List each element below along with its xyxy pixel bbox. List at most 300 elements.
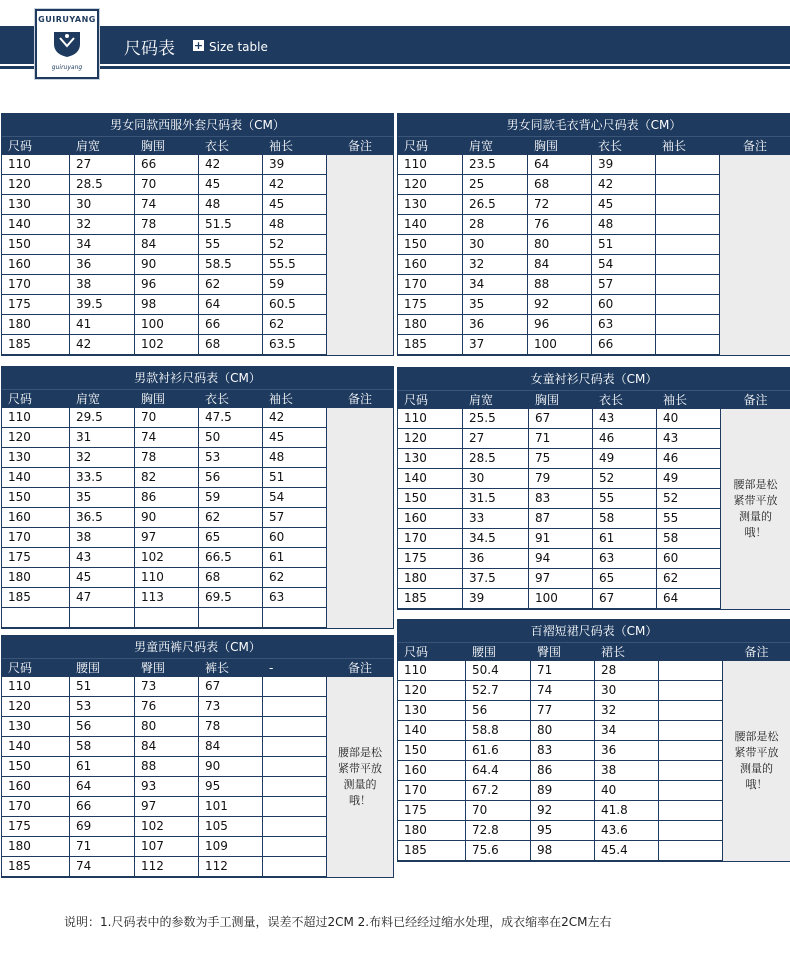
table-cell: 30 (595, 681, 659, 700)
table-row (398, 661, 723, 681)
table-row (398, 801, 723, 821)
table-cell (263, 677, 327, 696)
table-cell: 112 (135, 857, 199, 876)
table-cell: 50.4 (466, 661, 531, 680)
table-cell: 185 (2, 335, 70, 354)
table-cell: 73 (135, 677, 199, 696)
table-cell: 40 (595, 781, 659, 800)
page-title: 尺码表 (124, 39, 175, 59)
table-row (2, 697, 327, 717)
table-cell: 39.5 (70, 295, 135, 314)
table-cell: 49 (593, 449, 657, 468)
table-cell (263, 857, 327, 876)
table-cell: 62 (199, 275, 263, 294)
table-cell: 160 (2, 255, 70, 274)
suit-jacket-size-table (1, 113, 394, 356)
table-cell: 62 (263, 315, 327, 334)
table-cell: 120 (398, 429, 463, 448)
table-cell: 66.5 (199, 548, 263, 567)
table-cell (263, 608, 327, 627)
table-cell: 28.5 (70, 175, 135, 194)
table-cell (659, 761, 723, 780)
column-header: 袖长 (663, 393, 688, 407)
table-cell: 57 (263, 508, 327, 527)
table-cell: 42 (592, 175, 656, 194)
table-cell: 130 (398, 701, 466, 720)
table-cell: 65 (199, 528, 263, 547)
table-cell: 61 (263, 548, 327, 567)
table-cell (659, 841, 723, 860)
table-cell: 52 (263, 235, 327, 254)
table-cell: 185 (398, 335, 463, 354)
table-cell: 30 (70, 195, 135, 214)
table-cell: 150 (398, 489, 463, 508)
header-stripe (0, 66, 790, 69)
table-row (398, 429, 721, 449)
column-header: 腰围 (76, 661, 101, 675)
table-cell (659, 701, 723, 720)
table-cell (263, 697, 327, 716)
column-header: 尺码 (404, 139, 429, 153)
table-row (398, 195, 720, 215)
table-row (2, 837, 327, 857)
column-header: 腰围 (472, 645, 497, 659)
table-cell: 64.4 (466, 761, 531, 780)
table-row (2, 155, 327, 175)
table-cell: 42 (263, 175, 327, 194)
table-cell: 84 (135, 235, 199, 254)
table-cell: 185 (2, 857, 70, 876)
table-row (2, 315, 327, 335)
table-cell (656, 315, 720, 334)
table-cell: 41 (70, 315, 135, 334)
table-cell: 32 (463, 255, 528, 274)
table-row (2, 215, 327, 235)
table-cell: 94 (529, 549, 593, 568)
table-cell: 175 (398, 549, 463, 568)
table-cell (656, 175, 720, 194)
table-cell: 100 (135, 315, 199, 334)
table-cell: 90 (135, 508, 199, 527)
table-cell: 175 (2, 817, 70, 836)
table-cell (656, 215, 720, 234)
table-row (398, 761, 723, 781)
crest-icon (50, 28, 84, 58)
table-row (2, 508, 327, 528)
table-cell (656, 255, 720, 274)
table-cell: 90 (199, 757, 263, 776)
table-cell: 48 (263, 215, 327, 234)
column-header: 备注 (742, 139, 767, 153)
column-header: 臀围 (537, 645, 562, 659)
table-cell: 65 (593, 569, 657, 588)
table-cell: 102 (135, 335, 199, 354)
table-row (398, 335, 720, 355)
table-cell: 59 (263, 275, 327, 294)
table-row (2, 568, 327, 588)
table-cell: 26.5 (463, 195, 528, 214)
table-cell: 110 (398, 409, 463, 428)
table-cell: 66 (70, 797, 135, 816)
table-cell: 32 (595, 701, 659, 720)
table-cell: 43 (593, 409, 657, 428)
table-cell: 80 (531, 721, 595, 740)
table-row (2, 408, 327, 428)
table-cell: 185 (398, 589, 463, 608)
table-cell: 73 (199, 697, 263, 716)
table-cell: 87 (529, 509, 593, 528)
note-cell (327, 408, 393, 628)
table-cell: 70 (135, 175, 199, 194)
table-row (2, 335, 327, 355)
table-row (398, 721, 723, 741)
table-row (2, 777, 327, 797)
table-cell: 37 (463, 335, 528, 354)
column-header (659, 643, 723, 661)
table-row (398, 255, 720, 275)
table-row (2, 857, 327, 877)
table-cell: 96 (528, 315, 592, 334)
table-cell: 39 (592, 155, 656, 174)
table-cell (263, 777, 327, 796)
table-row (398, 215, 720, 235)
table-cell: 36 (70, 255, 135, 274)
column-header: 裤长 (205, 661, 230, 675)
table-cell: 72 (528, 195, 592, 214)
table-cell: 110 (2, 155, 70, 174)
table-header-row (2, 389, 393, 408)
table-cell (656, 335, 720, 354)
table-cell: 78 (135, 448, 199, 467)
table-cell: 110 (2, 677, 70, 696)
table-cell: 76 (528, 215, 592, 234)
table-cell: 51.5 (199, 215, 263, 234)
table-cell: 61 (70, 757, 135, 776)
table-cell: 140 (398, 215, 463, 234)
table-cell: 43.6 (595, 821, 659, 840)
table-row (2, 195, 327, 215)
table-cell: 50 (199, 428, 263, 447)
column-header: 备注 (347, 139, 372, 153)
table-cell: 52.7 (466, 681, 531, 700)
column-header: 胸围 (534, 139, 559, 153)
table-cell (656, 155, 720, 174)
table-cell: 30 (463, 235, 528, 254)
table-cell: 56 (199, 468, 263, 487)
table-cell: 35 (463, 295, 528, 314)
table-cell: 170 (2, 275, 70, 294)
table-cell: 45 (592, 195, 656, 214)
table-cell: 63 (263, 588, 327, 607)
table-title: 百褶短裙尺码表（CM） (398, 620, 790, 642)
table-cell: 100 (528, 335, 592, 354)
table-row (2, 548, 327, 568)
table-cell: 66 (199, 315, 263, 334)
table-cell: 95 (199, 777, 263, 796)
table-row (2, 175, 327, 195)
table-cell: 55 (657, 509, 721, 528)
table-cell: 64 (70, 777, 135, 796)
table-cell: 150 (2, 235, 70, 254)
table-cell: 48 (199, 195, 263, 214)
column-header: 袖长 (269, 392, 294, 406)
table-cell (659, 661, 723, 680)
table-cell: 68 (199, 568, 263, 587)
table-cell: 63 (592, 315, 656, 334)
table-cell: 74 (531, 681, 595, 700)
table-cell (659, 741, 723, 760)
table-cell: 113 (135, 588, 199, 607)
table-cell: 52 (593, 469, 657, 488)
table-cell: 105 (199, 817, 263, 836)
table-cell: 66 (135, 155, 199, 174)
table-cell: 25.5 (463, 409, 529, 428)
table-cell: 70 (135, 408, 199, 427)
table-cell: 46 (593, 429, 657, 448)
table-cell (656, 195, 720, 214)
plus-icon: + (193, 39, 204, 52)
table-cell: 89 (531, 781, 595, 800)
note-text: 腰部是松紧带平放测量的哦！ (733, 478, 778, 539)
table-cell: 120 (398, 175, 463, 194)
table-cell: 140 (2, 468, 70, 487)
table-cell: 84 (199, 737, 263, 756)
table-cell: 51 (70, 677, 135, 696)
table-cell: 53 (199, 448, 263, 467)
table-cell (199, 608, 263, 627)
table-cell: 45 (199, 175, 263, 194)
table-cell: 88 (135, 757, 199, 776)
table-row (2, 737, 327, 757)
table-cell: 34 (463, 275, 528, 294)
table-cell: 51 (263, 468, 327, 487)
column-header: 备注 (347, 661, 372, 675)
table-cell: 52 (657, 489, 721, 508)
table-cell: 58 (593, 509, 657, 528)
table-cell: 80 (528, 235, 592, 254)
column-header: 衣长 (598, 139, 623, 153)
table-row (398, 781, 723, 801)
table-cell: 78 (199, 717, 263, 736)
table-cell: 130 (2, 717, 70, 736)
table-cell: 84 (135, 737, 199, 756)
table-cell: 57 (592, 275, 656, 294)
table-cell: 75 (529, 449, 593, 468)
table-cell: 69 (70, 817, 135, 836)
table-cell: 28 (595, 661, 659, 680)
table-cell: 39 (463, 589, 529, 608)
table-row (2, 235, 327, 255)
table-cell: 83 (529, 489, 593, 508)
table-header-row (398, 390, 790, 409)
table-cell: 175 (398, 295, 463, 314)
column-header: 袖长 (269, 139, 294, 153)
table-cell: 36 (463, 315, 528, 334)
column-header: 衣长 (205, 139, 230, 153)
table-cell: 72.8 (466, 821, 531, 840)
table-cell: 160 (2, 508, 70, 527)
table-row (398, 315, 720, 335)
table-cell: 86 (531, 761, 595, 780)
table-row (398, 235, 720, 255)
table-row (398, 741, 723, 761)
table-cell: 74 (70, 857, 135, 876)
table-cell: 160 (2, 777, 70, 796)
table-cell: 109 (199, 837, 263, 856)
table-row (2, 448, 327, 468)
table-title: 男女同款毛衣背心尺码表（CM） (398, 114, 790, 136)
table-cell: 45 (263, 195, 327, 214)
table-cell: 92 (528, 295, 592, 314)
table-cell: 175 (2, 548, 70, 567)
table-cell: 35 (70, 488, 135, 507)
table-cell: 60 (592, 295, 656, 314)
table-row (2, 275, 327, 295)
sweater-vest-size-table (397, 113, 790, 356)
table-row (2, 588, 327, 608)
table-cell: 60 (657, 549, 721, 568)
table-cell: 120 (2, 697, 70, 716)
column-header: 尺码 (404, 645, 429, 659)
table-cell: 36.5 (70, 508, 135, 527)
table-cell: 27 (463, 429, 529, 448)
column-header: 尺码 (404, 393, 429, 407)
table-cell: 60.5 (263, 295, 327, 314)
table-cell: 130 (398, 449, 463, 468)
table-cell: 180 (2, 837, 70, 856)
table-cell: 76 (135, 697, 199, 716)
table-cell: 64 (528, 155, 592, 174)
table-cell: 160 (398, 509, 463, 528)
column-header: 裙长 (601, 645, 626, 659)
table-cell: 170 (398, 781, 466, 800)
table-cell: 42 (263, 408, 327, 427)
table-cell: 25 (463, 175, 528, 194)
table-title: 男女同款西服外套尺码表（CM） (2, 114, 393, 136)
table-cell: 55.5 (263, 255, 327, 274)
table-cell: 95 (531, 821, 595, 840)
table-row (398, 469, 721, 489)
table-cell (263, 717, 327, 736)
column-header: 肩宽 (76, 392, 101, 406)
table-cell: 71 (531, 661, 595, 680)
table-cell: 56 (466, 701, 531, 720)
table-row (398, 701, 723, 721)
table-cell: 28 (463, 215, 528, 234)
table-cell: 70 (466, 801, 531, 820)
table-row (2, 468, 327, 488)
table-row (2, 488, 327, 508)
table-cell: 68 (528, 175, 592, 194)
table-cell: 66 (592, 335, 656, 354)
table-cell: 180 (2, 568, 70, 587)
table-cell: 45 (263, 428, 327, 447)
table-row (398, 589, 721, 609)
table-cell: 74 (135, 428, 199, 447)
table-cell: 30 (463, 469, 529, 488)
table-cell: 107 (135, 837, 199, 856)
table-cell: 170 (2, 797, 70, 816)
column-header: 尺码 (8, 139, 33, 153)
table-cell: 36 (595, 741, 659, 760)
table-cell: 160 (398, 761, 466, 780)
table-row (398, 449, 721, 469)
table-cell: 54 (263, 488, 327, 507)
table-row (2, 528, 327, 548)
table-cell: 58 (657, 529, 721, 548)
note-cell (720, 155, 790, 355)
table-cell: 51 (592, 235, 656, 254)
table-cell: 112 (199, 857, 263, 876)
table-cell: 84 (528, 255, 592, 274)
table-cell (263, 817, 327, 836)
table-cell: 55 (199, 235, 263, 254)
table-row (2, 757, 327, 777)
table-cell: 92 (531, 801, 595, 820)
table-cell: 61 (593, 529, 657, 548)
table-header-row (2, 136, 393, 155)
table-cell: 130 (2, 448, 70, 467)
note-cell (723, 661, 790, 861)
table-cell (656, 235, 720, 254)
table-cell: 120 (2, 175, 70, 194)
table-row (2, 428, 327, 448)
table-cell (656, 275, 720, 294)
table-header-row (2, 658, 393, 677)
column-header: 肩宽 (469, 139, 494, 153)
table-header-row (398, 642, 790, 661)
table-cell: 64 (657, 589, 721, 608)
table-cell: 54 (592, 255, 656, 274)
logo-brand-text: GUIRUYANG (38, 15, 96, 24)
table-cell (659, 801, 723, 820)
table-cell: 185 (398, 841, 466, 860)
table-cell: 48 (592, 215, 656, 234)
table-cell: 53 (70, 697, 135, 716)
boys-shirt-size-table (1, 366, 394, 629)
table-title: 男款衬衫尺码表（CM） (2, 367, 393, 389)
table-cell: 58.8 (466, 721, 531, 740)
table-cell: 68 (199, 335, 263, 354)
table-cell: 110 (135, 568, 199, 587)
table-cell: 82 (135, 468, 199, 487)
table-cell: 45 (70, 568, 135, 587)
table-cell: 71 (529, 429, 593, 448)
table-cell (263, 757, 327, 776)
table-cell: 29.5 (70, 408, 135, 427)
table-cell: 63.5 (263, 335, 327, 354)
table-cell: 78 (135, 215, 199, 234)
table-cell: 55 (593, 489, 657, 508)
table-cell: 120 (398, 681, 466, 700)
header-banner (0, 26, 790, 64)
table-cell: 58 (70, 737, 135, 756)
column-header: 尺码 (8, 661, 33, 675)
table-row (2, 677, 327, 697)
table-cell: 45.4 (595, 841, 659, 860)
table-cell: 170 (2, 528, 70, 547)
table-cell: 38 (70, 275, 135, 294)
table-cell: 140 (398, 721, 466, 740)
table-cell (263, 737, 327, 756)
table-cell: 170 (398, 529, 463, 548)
table-cell: 180 (398, 315, 463, 334)
table-cell: 110 (2, 408, 70, 427)
column-header: 备注 (347, 392, 372, 406)
table-row (398, 529, 721, 549)
table-cell: 110 (398, 155, 463, 174)
table-cell: 160 (398, 255, 463, 274)
